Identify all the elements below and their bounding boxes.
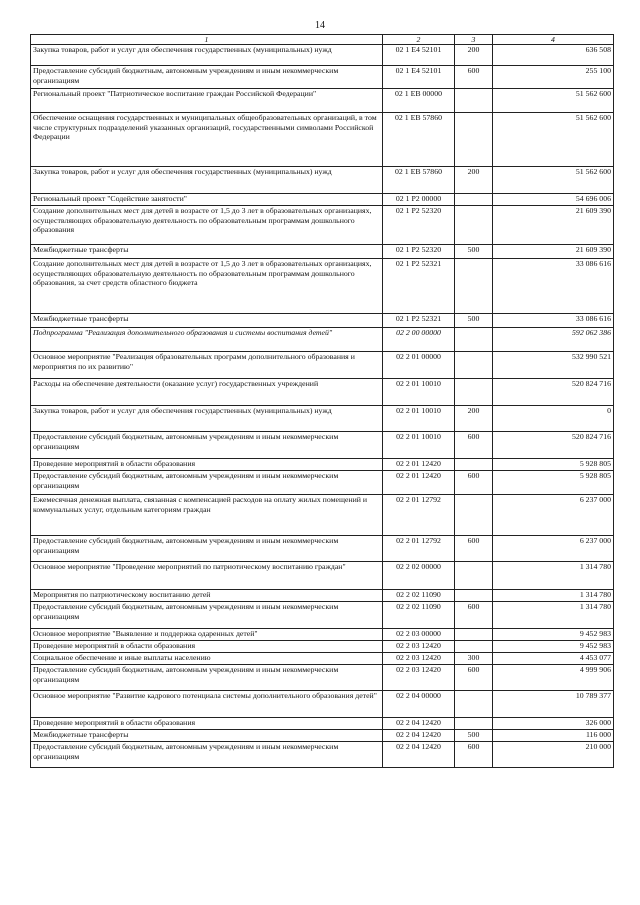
row-name: Обеспечение оснащения государственных и муниципальных общеобразовательных организаций, в том числе структурных подразделений указанных организаций, государственными символами Российской Федерации <box>31 113 383 167</box>
row-amount: 33 086 616 <box>493 259 614 314</box>
row-amount: 10 789 377 <box>493 691 614 718</box>
row-code: 02 1 EB 00000 <box>383 89 455 113</box>
row-name: Закупка товаров, работ и услуг для обеспечения государственных (муниципальных) нужд <box>31 45 383 66</box>
row-type: 200 <box>455 45 493 66</box>
row-amount: 51 562 600 <box>493 89 614 113</box>
row-name: Создание дополнительных мест для детей в возрасте от 1,5 до 3 лет в образовательных организациях, осуществляющих образовательную деятельность по образовательным программам дошкольного образования, за счет средств областного бюджета <box>31 259 383 314</box>
header-col-1: 1 <box>31 35 383 45</box>
row-code: 02 1 E4 52101 <box>383 66 455 89</box>
table-row <box>31 629 614 641</box>
row-amount: 116 000 <box>493 730 614 742</box>
row-code: 02 1 P2 52320 <box>383 206 455 245</box>
row-name: Региональный проект "Содействие занятости" <box>31 194 383 206</box>
row-amount: 1 314 780 <box>493 590 614 602</box>
row-name: Предоставление субсидий бюджетным, автономным учреждениям и иным некоммерческим организациям <box>31 66 383 89</box>
row-code: 02 2 02 11090 <box>383 590 455 602</box>
table-row <box>31 314 614 328</box>
row-name: Основное мероприятие "Проведение мероприятий по патриотическому воспитанию граждан" <box>31 562 383 590</box>
table-body <box>31 45 614 768</box>
row-name: Предоставление субсидий бюджетным, автономным учреждениям и иным некоммерческим организациям <box>31 536 383 562</box>
row-code: 02 1 E4 52101 <box>383 45 455 66</box>
table-row <box>31 730 614 742</box>
table-row <box>31 167 614 194</box>
row-type: 600 <box>455 536 493 562</box>
row-type <box>455 590 493 602</box>
row-amount: 9 452 983 <box>493 629 614 641</box>
row-amount: 33 086 616 <box>493 314 614 328</box>
row-code: 02 2 01 12420 <box>383 459 455 471</box>
row-code: 02 2 00 00000 <box>383 328 455 352</box>
row-code: 02 2 04 12420 <box>383 730 455 742</box>
table-row <box>31 259 614 314</box>
table-row <box>31 590 614 602</box>
page-number: 14 <box>315 20 325 31</box>
row-name: Региональный проект "Патриотическое воспитание граждан Российской Федерации" <box>31 89 383 113</box>
row-name: Предоставление субсидий бюджетным, автономным учреждениям и иным некоммерческим организациям <box>31 742 383 768</box>
row-name: Межбюджетные трансферты <box>31 245 383 259</box>
row-type: 600 <box>455 66 493 89</box>
table-row <box>31 328 614 352</box>
row-type: 600 <box>455 432 493 459</box>
row-code: 02 2 03 12420 <box>383 641 455 653</box>
table-row <box>31 471 614 495</box>
row-code: 02 2 04 12420 <box>383 742 455 768</box>
row-type <box>455 379 493 406</box>
row-type: 500 <box>455 314 493 328</box>
row-type: 500 <box>455 730 493 742</box>
row-amount: 54 696 006 <box>493 194 614 206</box>
table-row <box>31 691 614 718</box>
table-row <box>31 432 614 459</box>
table-row <box>31 113 614 167</box>
row-type <box>455 629 493 641</box>
row-code: 02 1 P2 00000 <box>383 194 455 206</box>
budget-table <box>30 34 614 768</box>
table-row <box>31 562 614 590</box>
table-row <box>31 536 614 562</box>
table-row <box>31 352 614 379</box>
row-amount: 532 990 521 <box>493 352 614 379</box>
row-name: Предоставление субсидий бюджетным, автономным учреждениям и иным некоммерческим организациям <box>31 602 383 629</box>
row-type: 600 <box>455 665 493 691</box>
table-row <box>31 653 614 665</box>
row-name: Закупка товаров, работ и услуг для обеспечения государственных (муниципальных) нужд <box>31 167 383 194</box>
row-code: 02 1 EB 57860 <box>383 113 455 167</box>
row-name: Межбюджетные трансферты <box>31 730 383 742</box>
row-amount: 5 928 805 <box>493 459 614 471</box>
row-code: 02 2 01 12420 <box>383 471 455 495</box>
row-code: 02 2 04 00000 <box>383 691 455 718</box>
row-amount: 636 508 <box>493 45 614 66</box>
row-type <box>455 194 493 206</box>
row-name: Проведение мероприятий в области образования <box>31 641 383 653</box>
row-type <box>455 691 493 718</box>
table-row <box>31 602 614 629</box>
row-code: 02 1 P2 52321 <box>383 314 455 328</box>
row-type <box>455 495 493 536</box>
table-row <box>31 194 614 206</box>
table-row <box>31 742 614 768</box>
header-row <box>31 35 614 45</box>
row-name: Ежемесячная денежная выплата, связанная с компенсацией расходов на оплату жилых помещений и коммунальных услуг, отдельным категориям граждан <box>31 495 383 536</box>
row-amount: 326 000 <box>493 718 614 730</box>
row-code: 02 2 01 12792 <box>383 495 455 536</box>
row-name: Проведение мероприятий в области образования <box>31 459 383 471</box>
row-amount: 0 <box>493 406 614 432</box>
row-name: Межбюджетные трансферты <box>31 314 383 328</box>
row-amount: 255 100 <box>493 66 614 89</box>
row-name: Создание дополнительных мест для детей в возрасте от 1,5 до 3 лет в образовательных организациях, осуществляющих образовательную деятельность по образовательным программам дошкольного образования <box>31 206 383 245</box>
table-row <box>31 665 614 691</box>
table-row <box>31 89 614 113</box>
row-type <box>455 113 493 167</box>
row-code: 02 2 01 10010 <box>383 379 455 406</box>
row-code: 02 2 02 00000 <box>383 562 455 590</box>
row-name: Предоставление субсидий бюджетным, автономным учреждениям и иным некоммерческим организациям <box>31 432 383 459</box>
row-code: 02 1 P2 52321 <box>383 259 455 314</box>
table-row <box>31 641 614 653</box>
row-code: 02 2 02 11090 <box>383 602 455 629</box>
row-amount: 1 314 780 <box>493 562 614 590</box>
row-amount: 4 453 077 <box>493 653 614 665</box>
row-code: 02 2 04 12420 <box>383 718 455 730</box>
row-amount: 51 562 600 <box>493 167 614 194</box>
row-name: Предоставление субсидий бюджетным, автономным учреждениям и иным некоммерческим организациям <box>31 665 383 691</box>
row-name: Основное мероприятие "Выявление и поддержка одаренных детей" <box>31 629 383 641</box>
row-name: Расходы на обеспечение деятельности (оказание услуг) государственных учреждений <box>31 379 383 406</box>
row-amount: 51 562 600 <box>493 113 614 167</box>
row-name: Закупка товаров, работ и услуг для обеспечения государственных (муниципальных) нужд <box>31 406 383 432</box>
row-amount: 6 237 000 <box>493 495 614 536</box>
row-name: Проведение мероприятий в области образования <box>31 718 383 730</box>
row-name: Подпрограмма "Реализация дополнительного образования и системы воспитания детей" <box>31 328 383 352</box>
row-amount: 1 314 780 <box>493 602 614 629</box>
row-type: 600 <box>455 471 493 495</box>
row-type <box>455 259 493 314</box>
row-type <box>455 352 493 379</box>
row-code: 02 1 P2 52320 <box>383 245 455 259</box>
row-amount: 21 609 390 <box>493 245 614 259</box>
table-row <box>31 406 614 432</box>
row-type: 200 <box>455 406 493 432</box>
header-col-2: 2 <box>383 35 455 45</box>
table-row <box>31 379 614 406</box>
row-type: 600 <box>455 742 493 768</box>
table-row <box>31 66 614 89</box>
row-type <box>455 459 493 471</box>
row-name: Основное мероприятие "Реализация образовательных программ дополнительного образования и мероприятия по их развитию" <box>31 352 383 379</box>
row-code: 02 2 03 12420 <box>383 665 455 691</box>
row-name: Основное мероприятие "Развитие кадрового потенциала системы дополнительного образования детей" <box>31 691 383 718</box>
row-type: 600 <box>455 602 493 629</box>
row-code: 02 2 01 00000 <box>383 352 455 379</box>
table-row <box>31 45 614 66</box>
row-type <box>455 718 493 730</box>
table-row <box>31 459 614 471</box>
row-amount: 9 452 983 <box>493 641 614 653</box>
row-type <box>455 641 493 653</box>
row-type <box>455 206 493 245</box>
row-name: Социальное обеспечение и иные выплаты населению <box>31 653 383 665</box>
table-row <box>31 495 614 536</box>
row-code: 02 2 03 00000 <box>383 629 455 641</box>
row-code: 02 2 03 12420 <box>383 653 455 665</box>
row-amount: 5 928 805 <box>493 471 614 495</box>
row-amount: 6 237 000 <box>493 536 614 562</box>
row-code: 02 2 01 10010 <box>383 406 455 432</box>
row-code: 02 2 01 10010 <box>383 432 455 459</box>
row-name: Мероприятия по патриотическому воспитанию детей <box>31 590 383 602</box>
row-type <box>455 89 493 113</box>
row-amount: 21 609 390 <box>493 206 614 245</box>
row-amount: 520 824 716 <box>493 379 614 406</box>
row-type: 200 <box>455 167 493 194</box>
header-col-3: 3 <box>455 35 493 45</box>
row-type <box>455 562 493 590</box>
row-code: 02 1 EB 57860 <box>383 167 455 194</box>
row-amount: 592 062 386 <box>493 328 614 352</box>
row-type: 500 <box>455 245 493 259</box>
row-type <box>455 328 493 352</box>
row-amount: 520 824 716 <box>493 432 614 459</box>
table-row <box>31 245 614 259</box>
row-name: Предоставление субсидий бюджетным, автономным учреждениям и иным некоммерческим организациям <box>31 471 383 495</box>
row-type: 300 <box>455 653 493 665</box>
table-row <box>31 206 614 245</box>
header-col-4: 4 <box>493 35 614 45</box>
row-amount: 210 000 <box>493 742 614 768</box>
table-row <box>31 718 614 730</box>
row-code: 02 2 01 12792 <box>383 536 455 562</box>
row-amount: 4 999 906 <box>493 665 614 691</box>
